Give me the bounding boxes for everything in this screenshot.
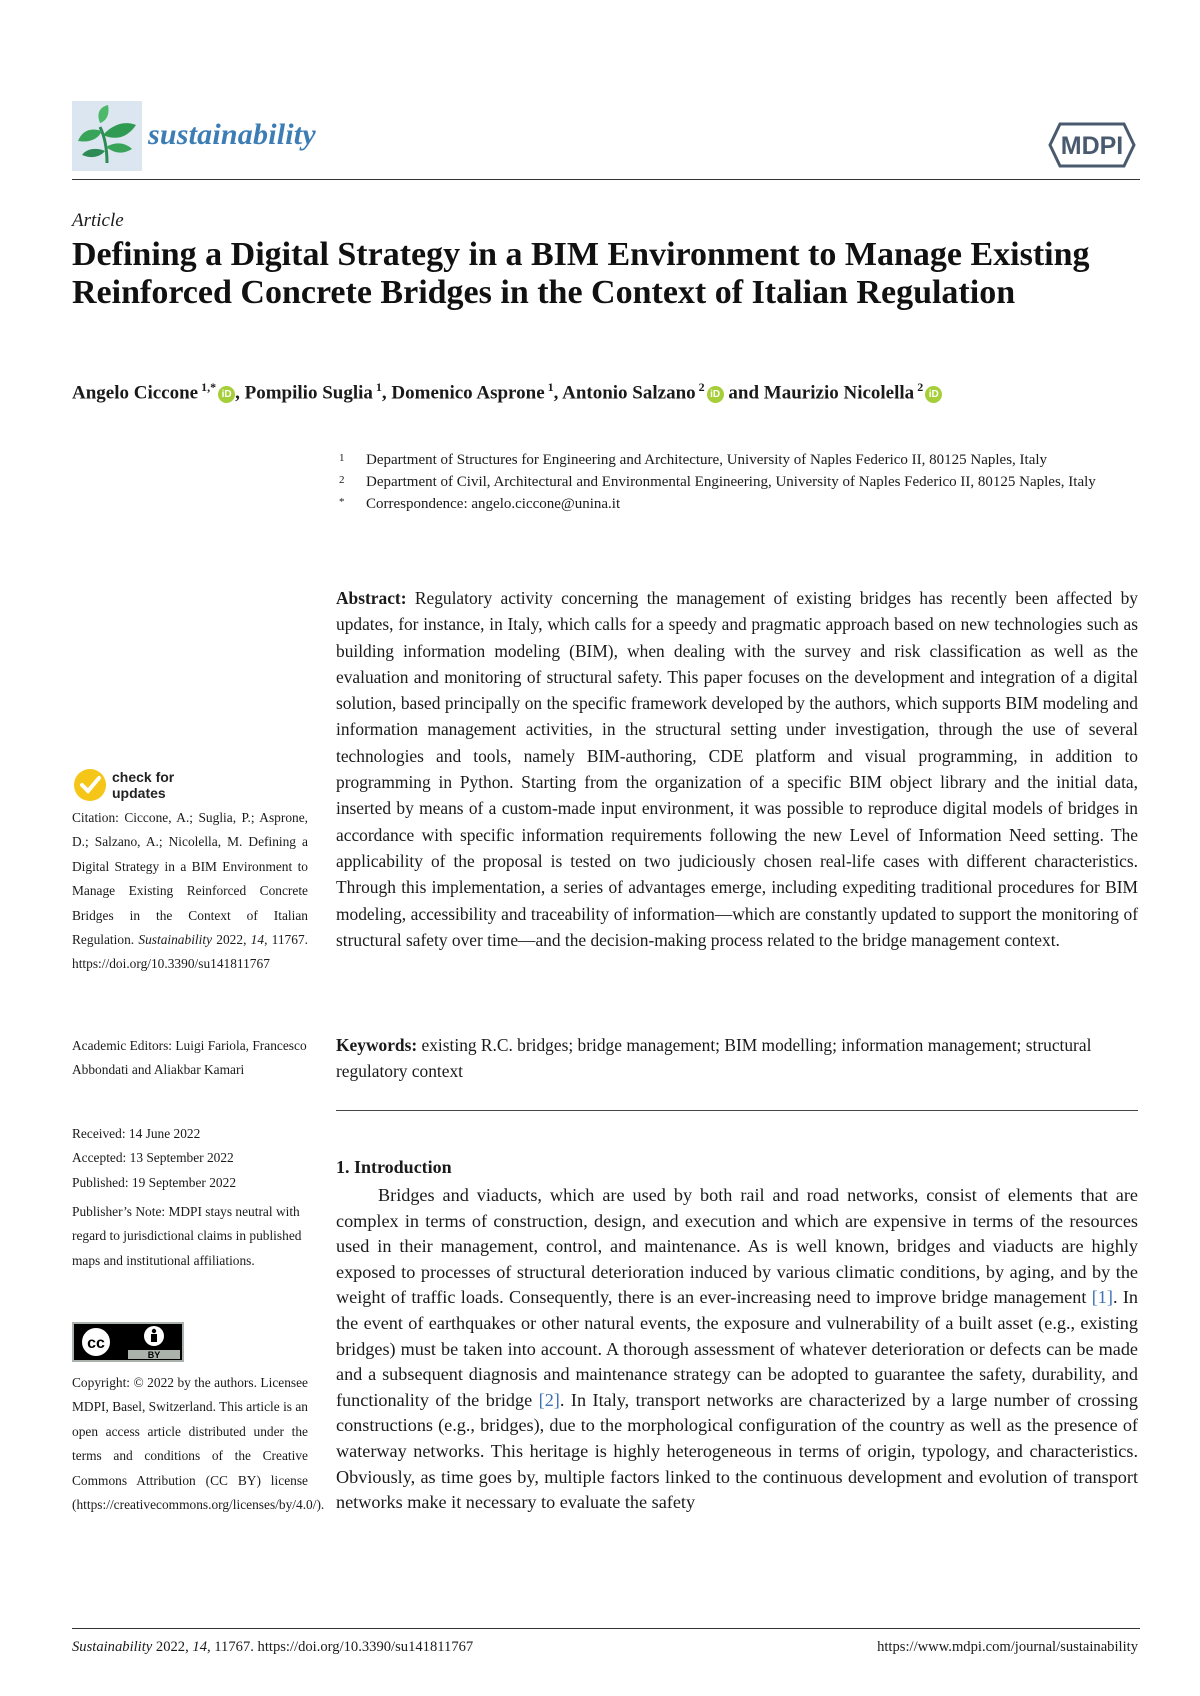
publication-dates <box>72 1122 308 1195</box>
header-divider <box>72 179 1140 180</box>
author-name: Antonio Salzano <box>562 382 696 404</box>
publisher-note: Publisher’s Note: MDPI stays neutral with regard to jurisdictional claims in published maps and institutional affiliations. <box>72 1204 302 1268</box>
author-affiliation-mark: 1,* <box>201 380 217 394</box>
footer-rest: , 11767. https://doi.org/10.3390/su141811767 <box>207 1639 474 1655</box>
affiliation-mark: * <box>339 496 345 508</box>
introduction-paragraph <box>336 1183 1138 1516</box>
orcid-icon[interactable]: iD <box>925 386 942 403</box>
accepted-date: Accepted: 13 September 2022 <box>72 1150 234 1166</box>
plant-icon <box>72 101 142 171</box>
author-name: Maurizio Nicolella <box>763 382 915 404</box>
affiliations <box>336 449 1136 515</box>
citation-volume: 14 <box>250 932 265 948</box>
footer-journal: Sustainability <box>72 1639 153 1655</box>
orcid-icon[interactable]: iD <box>218 386 235 403</box>
by-label: BY <box>147 1350 161 1360</box>
footer-citation <box>72 1639 473 1656</box>
author-affiliation-mark: 1 <box>375 380 382 394</box>
section-heading: 1. Introduction <box>336 1157 452 1177</box>
copyright-notice: Copyright: © 2022 by the authors. Licensee MDPI, Basel, Switzerland. This article is an open access article distributed under the terms and conditions of the Creative Commons Attribution (CC BY) license (https://creativecommons.org/licenses/by/4.0/). <box>72 1375 325 1513</box>
received-date: Received: 14 June 2022 <box>72 1126 201 1141</box>
author-separator: , <box>381 382 392 404</box>
affiliation-item <box>336 493 1136 515</box>
abstract-text: Regulatory activity concerning the management of existing bridges has recently been affected by updates, for instance, in Italy, which calls for a speedy and pragmatic approach based on new technologies such as building information modeling (BIM), when dealing with the survey and risk classification as well as the evaluation and monitoring of structural safety. This paper focuses on the development and integration of a digital solution, based principally on the specific framework developed by the authors, which supports BIM modeling and information management activities, in the structural setting under investigation, through the use of several technologies and tools, namely BIM-authoring, CDE platform and visual programming, in addition to programming in Python. Starting from the organization of a specific BIM object library and the initial data, inserted by means of a custom-made input environment, it was possible to reproduce digital models of bridges in accordance with specific information requirements following the new Level of Information Need setting. The applicability of the proposal is tested on two judiciously chosen real-life cases with different characteristics. Through this implementation, a series of advantages emerge, including expediting traditional procedures for BIM modeling, accessibility and traceability of information—which are constantly updated to support the monitoring of structural safety over time—and the decision-making process related to the bridge management context. <box>336 588 1138 950</box>
cc-label: cc <box>87 1335 105 1352</box>
author-list <box>72 380 1152 404</box>
citation-journal: Sustainability <box>138 932 213 948</box>
keywords-text: existing R.C. bridges; bridge management; BIM modelling; information management; structural regulatory context <box>336 1035 1092 1082</box>
citation-year: 2022, <box>212 932 251 948</box>
keywords <box>336 1032 1138 1085</box>
citation-block <box>72 806 308 977</box>
cc-by-license-badge[interactable] <box>72 1322 184 1362</box>
intro-text-1: Bridges and viaducts, which are used by both rail and road networks, consist of elements that are complex in terms of construction, design, and execution and which are expensive in terms of the resources used in their management, control, and maintenance. As is well known, bridges and viaducts are highly exposed to processes of structural deterioration induced by various climatic conditions, by aging, and by the weight of traffic loads. Consequently, there is an ever-increasing need to improve bridge management <box>336 1185 1138 1308</box>
academic-editors: Academic Editors: Luigi Fariola, Francesco Abbondati and Aliakbar Kamari <box>72 1038 307 1078</box>
author-separator: , <box>553 382 563 404</box>
journal-logo <box>72 101 142 171</box>
check-updates-line1: check for <box>112 769 175 785</box>
affiliation-mark: 2 <box>339 474 345 486</box>
author-affiliation-mark: 2 <box>698 380 705 394</box>
journal-name: sustainability <box>148 118 316 151</box>
page-title: Defining a Digital Strategy in a BIM Environment to Manage Existing Reinforced Concrete Bridges in the Context of Italian Regulation <box>72 236 1090 311</box>
citation-link-1[interactable]: [1] <box>1091 1287 1113 1308</box>
article-type: Article <box>72 210 124 231</box>
keywords-label: Keywords: <box>336 1035 418 1055</box>
intro-text-2: . In the event of earthquakes or other natural events, the exposure and vulnerability of a built asset (e.g., existing bridges) must be taken into account. A thorough assessment of whatever deterioration or defects can be made and a subsequent diagnosis and maintenance strategy can be adopted to guarantee the safety, durability, and functionality of the bridge <box>336 1287 1138 1410</box>
author-separator: and <box>723 382 764 404</box>
citation-rest: , 11767. https://doi.org/10.3390/su141811767 <box>72 932 308 972</box>
section-divider <box>336 1110 1138 1111</box>
affiliation-item <box>336 471 1136 493</box>
citation-prefix: Citation: Ciccone, A.; Suglia, P.; Asprone, D.; Salzano, A.; Nicolella, M. Defining a Digital Strategy in a BIM Environment to Manage Existing Reinforced Concrete Bridges in the Context of Italian Regulation. <box>72 810 308 948</box>
published-date: Published: 19 September 2022 <box>72 1174 237 1190</box>
author-affiliation-mark: 2 <box>917 380 924 394</box>
affiliation-item <box>336 449 1136 471</box>
mdpi-logo-text: MDPI <box>1060 132 1124 160</box>
author-separator: , <box>235 382 245 404</box>
intro-text-3: . In Italy, transport networks are characterized by a large number of crossing constructions (e.g., bridges), due to the morphological configuration of the country as well as the presence of waterway networks. This heritage is highly heterogeneous in terms of origin, typology, and characteristics. Obviously, as time goes by, multiple factors linked to the continuous development and evolution of transport networks make it necessary to evaluate the safety <box>336 1389 1138 1513</box>
affiliation-text: Department of Structures for Engineering and Architecture, University of Naples Federico II, 80125 Naples, Italy <box>366 452 1048 468</box>
citation-link-2[interactable]: [2] <box>538 1389 560 1410</box>
author-name: Domenico Asprone <box>391 382 545 404</box>
check-updates-line2: updates <box>112 785 166 801</box>
journal-url-link[interactable]: https://www.mdpi.com/journal/sustainability <box>877 1639 1138 1655</box>
author-affiliation-mark: 1 <box>547 380 554 394</box>
abstract <box>336 585 1138 953</box>
footer-divider <box>72 1628 1140 1629</box>
affiliation-mark: 1 <box>339 452 345 464</box>
mdpi-logo <box>1048 120 1136 170</box>
author-name: Angelo Ciccone <box>72 382 199 404</box>
check-updates-icon <box>74 769 106 801</box>
author-name: Pompilio Suglia <box>244 382 373 404</box>
affiliation-text: Correspondence: angelo.ciccone@unina.it <box>366 496 621 512</box>
footer-year: 2022, <box>152 1639 193 1655</box>
abstract-label: Abstract: <box>336 588 407 608</box>
check-for-updates-button[interactable] <box>72 765 192 805</box>
footer-volume: 14 <box>192 1639 207 1655</box>
orcid-icon[interactable]: iD <box>707 386 724 403</box>
affiliation-text: Department of Civil, Architectural and Environmental Engineering, University of Naples Federico II, 80125 Naples, Italy <box>366 474 1096 490</box>
